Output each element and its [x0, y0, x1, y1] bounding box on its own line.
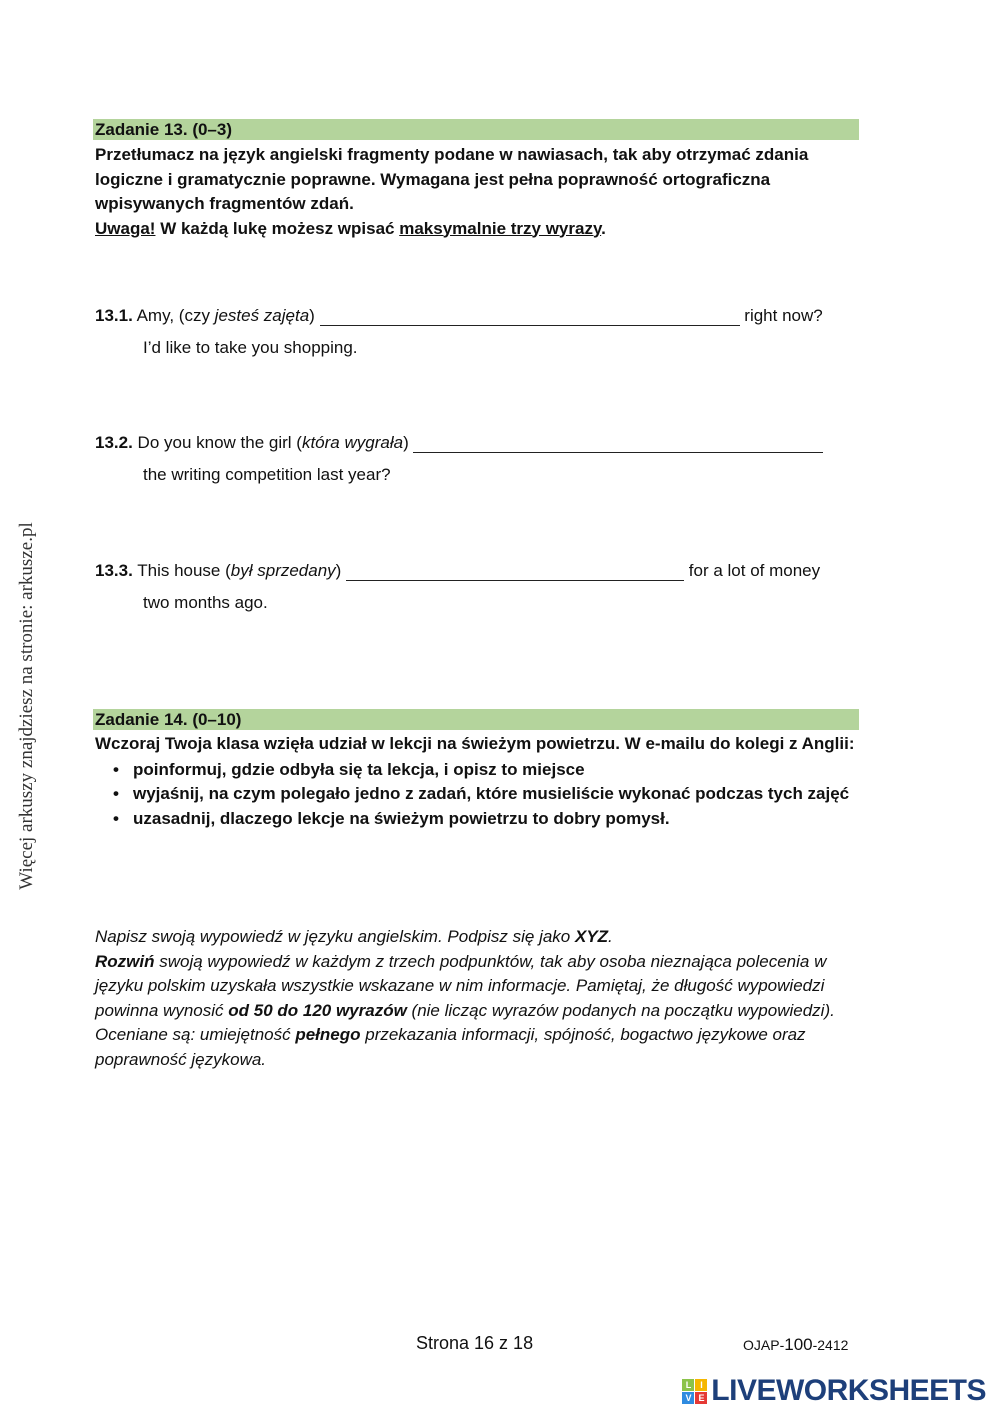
logo-tile: L: [682, 1379, 694, 1391]
question-text: for a lot of money: [684, 561, 821, 580]
note-text: W każdą lukę możesz wpisać: [155, 218, 400, 238]
exam-code: [743, 1335, 848, 1355]
note-label: Uwaga!: [95, 218, 156, 238]
text-bold: od 50 do 120 wyrazów: [228, 1000, 407, 1020]
logo-tile: V: [682, 1392, 694, 1404]
question-continuation: I’d like to take you shopping.: [143, 338, 358, 357]
text: swoją wypowiedź w każdym z trzech podpunktów, tak aby osoba nieznająca polecenia w języku polskim uzyskała wszystkie wskazane w nim informacje. Pamiętaj, że długość wypowiedzi powinna wynosić: [95, 951, 827, 1020]
note-emphasis: maksymalnie trzy wyrazy: [399, 218, 602, 238]
page-number: Strona 16 z 18: [416, 1333, 534, 1353]
question-text: ): [309, 306, 320, 325]
logo-tile: I: [695, 1379, 707, 1391]
code-part: 100: [784, 1335, 813, 1354]
bullet-item: • uzasadnij, dlaczego lekcje na świeżym powietrzu to dobry pomysł.: [95, 807, 860, 832]
text: Napisz swoją wypowiedź w języku angielskim. Podpisz się jako: [95, 927, 575, 946]
answer-input-13-2[interactable]: [413, 434, 823, 453]
liveworksheets-logo: [682, 1374, 986, 1408]
logo-tile: E: [695, 1392, 707, 1404]
code-part: OJAP-: [743, 1337, 785, 1353]
question-13-1: [95, 300, 860, 364]
question-13-2: [95, 427, 860, 491]
logo-text: LIVEWORKSHEETS: [711, 1374, 986, 1407]
text-bold: Rozwiń: [95, 951, 155, 971]
question-continuation: the writing competition last year?: [143, 465, 391, 484]
sidebar-watermark: Więcej arkuszy znajdziesz na stronie: arkusze.pl: [16, 522, 37, 890]
question-13-3: [95, 555, 860, 619]
question-text: ): [335, 561, 347, 580]
text: (nie licząc wyrazów podanych na początku wypowiedzi). Oceniane są: umiejętność: [95, 1000, 835, 1044]
text-bold: pełnego: [295, 1025, 361, 1044]
question-text: right now?: [739, 306, 823, 325]
question-number: 13.1.: [95, 306, 133, 325]
question-number: 13.2.: [95, 433, 133, 452]
task13-instruction: [95, 143, 860, 241]
question-text: ): [403, 433, 414, 452]
task14-instruction: [95, 732, 860, 831]
task14-header: Zadanie 14. (0–10): [93, 709, 859, 730]
answer-input-13-1[interactable]: [320, 307, 740, 326]
hint: która wygrała: [301, 433, 404, 452]
question-number: 13.3.: [95, 561, 133, 580]
text: przekazania informacji, spójność, bogactwo językowe oraz poprawność językowa.: [95, 1025, 806, 1069]
note-end: .: [601, 218, 606, 238]
question-continuation: two months ago.: [143, 593, 268, 612]
question-text: Do you know the girl (: [132, 433, 302, 452]
text: .: [608, 927, 613, 946]
text-bold: XYZ: [574, 927, 609, 946]
instruction-text: Wczoraj Twoja klasa wzięła udział w lekcji na świeżym powietrzu. W e-mailu do kolegi z Anglii:: [95, 734, 855, 753]
bullet-item: • wyjaśnij, na czym polegało jedno z zadań, które musieliście wykonać podczas tych zajęć: [95, 782, 860, 807]
task13-header: Zadanie 13. (0–3): [93, 119, 859, 140]
hint: jesteś zajęta: [214, 306, 310, 325]
code-part: -2412: [812, 1337, 849, 1353]
question-text: This house (: [132, 561, 231, 580]
bullet-item: • poinformuj, gdzie odbyła się ta lekcja, i opisz to miejsce: [95, 758, 860, 783]
answer-input-13-3[interactable]: [346, 562, 684, 581]
instruction-text: Przetłumacz na język angielski fragmenty podane w nawiasach, tak aby otrzymać zdania logiczne i gramatycznie poprawne. Wymagana jest pełna poprawność ortograficzna wpisywanych fragmentów zdań.: [95, 145, 809, 213]
logo-icon: [682, 1379, 707, 1404]
question-text: Amy, (czy: [132, 306, 215, 325]
task14-guidelines: [95, 925, 860, 1072]
hint: był sprzedany: [230, 561, 336, 580]
